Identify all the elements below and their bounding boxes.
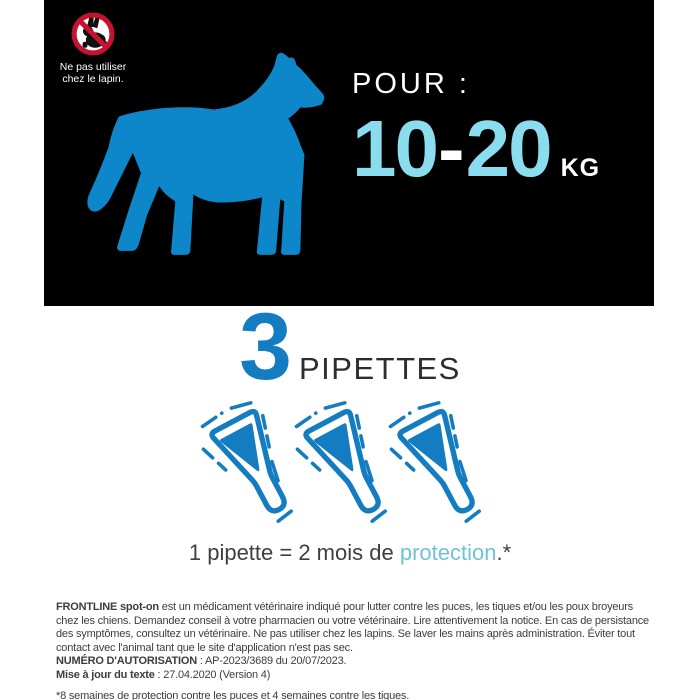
pipette-icon <box>400 392 488 540</box>
dosage-note-highlight: protection <box>399 540 497 565</box>
weight-to: 20 <box>465 104 551 193</box>
weight-range <box>352 104 601 193</box>
authorization-value: : AP-2023/3689 du 20/07/2023. <box>197 655 347 667</box>
text-update-label: Mise à jour du texte <box>56 668 155 681</box>
weight-from: 10 <box>352 104 437 193</box>
pipette-icon <box>212 392 300 540</box>
pipette-count: 3 <box>239 294 292 400</box>
weight-banner <box>44 0 654 306</box>
pipette-icon <box>306 392 394 540</box>
dosage-note <box>0 540 700 566</box>
regulatory-paragraph-text: est un médicament vétérinaire indiqué pour lutter contre les puces, les tiques et/ou les poux broyeurs chez les chiens. Demandez conseil à votre pharmacien ou votre vétérinaire. Lire attentivement la notice. En cas de persistance des symptômes, consultez un vétérinaire. Ne pas utiliser chez les lapins. Se laver les mains après administration. Éviter tout contact avec l'animal tant que le site d'application n'est pas sec. <box>56 601 649 654</box>
regulatory-text <box>56 601 652 700</box>
dog-silhouette <box>72 52 330 266</box>
weight-unit: KG <box>560 154 601 182</box>
no-rabbit-icon <box>71 12 115 56</box>
authorization-line <box>56 655 652 669</box>
regulatory-paragraph <box>56 601 652 655</box>
rabbit-warning-line1: Ne pas utiliser <box>59 61 127 73</box>
text-update-value: : 27.04.2020 (Version 4) <box>154 668 271 681</box>
product-name: FRONTLINE spot-on <box>56 601 159 613</box>
pipette-count-label: PIPETTES <box>298 351 461 386</box>
protection-footnote: *8 semaines de protection contre les puces et 4 semaines contre les tiques. <box>56 690 410 700</box>
rabbit-warning-line2: chez le lapin. <box>62 73 124 85</box>
weight-callout <box>352 68 601 193</box>
pipette-illustrations <box>0 392 700 540</box>
pipette-count-row <box>0 294 700 400</box>
authorization-label: NUMÉRO D'AUTORISATION <box>56 655 198 667</box>
pour-label: POUR : <box>352 68 470 100</box>
text-update-line <box>56 669 652 683</box>
dosage-note-prefix: 1 pipette = 2 mois de <box>188 540 400 565</box>
dosage-note-suffix: .* <box>496 540 512 565</box>
weight-dash: - <box>437 104 465 193</box>
